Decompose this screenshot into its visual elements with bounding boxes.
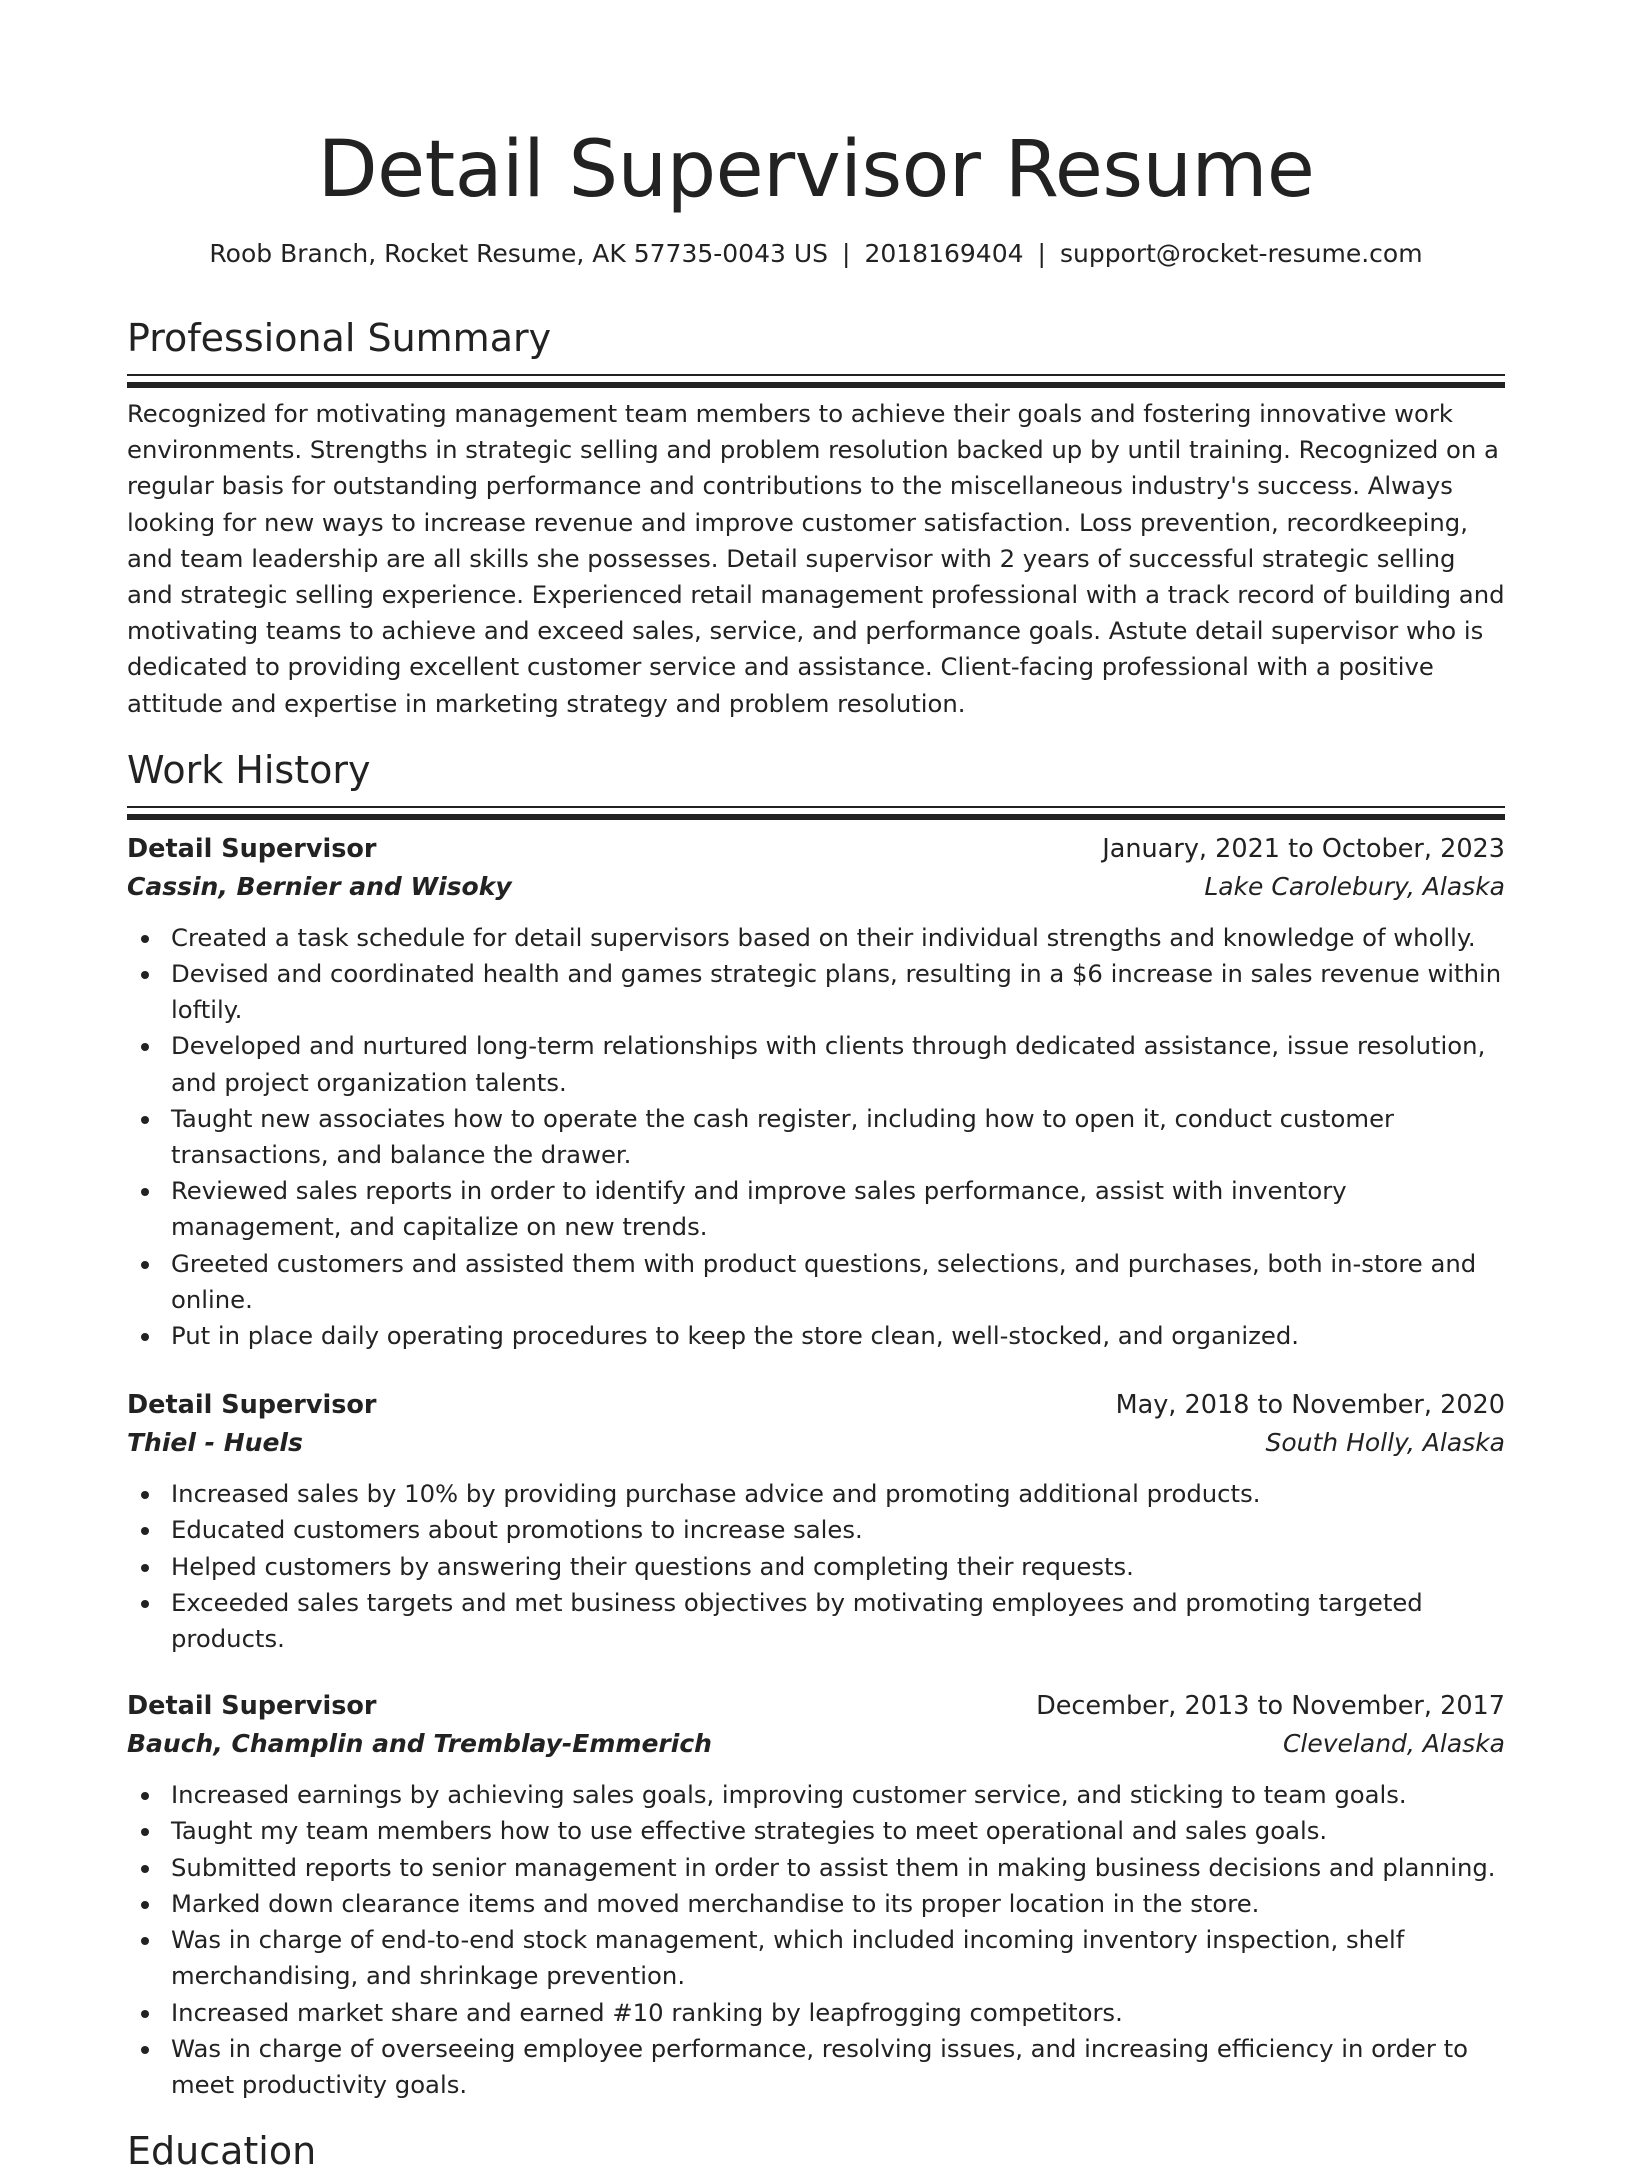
section-divider [127,806,1505,816]
job-location: South Holly, Alaska [1265,1428,1505,1458]
work-history-section [127,746,1505,2103]
list-item: Developed and nurtured long-term relationships with clients through dedicated assistance, issue resolution, and project organization talents. [127,1028,1505,1100]
list-item: Exceeded sales targets and met business objectives by motivating employees and promoting targeted products. [127,1585,1505,1657]
list-item: Devised and coordinated health and games strategic plans, resulting in a $6 increase in sales revenue within loftily. [127,956,1505,1028]
list-item: Helped customers by answering their questions and completing their requests. [127,1549,1505,1585]
separator: | [842,239,851,268]
job-title: Detail Supervisor [127,833,377,864]
job-title: Detail Supervisor [127,1691,377,1722]
email: support@rocket-resume.com [1059,239,1423,268]
list-item: Taught my team members how to use effective strategies to meet operational and sales goals. [127,1813,1505,1849]
job-bullets [127,1476,1505,1657]
job-dates: May, 2018 to November, 2020 [1115,1390,1505,1421]
list-item: Was in charge of overseeing employee performance, resolving issues, and increasing efficiency in order to meet productivity goals. [127,2031,1505,2103]
section-heading: Education [127,2129,317,2174]
job-bullets [127,1777,1505,2103]
job-location: Cleveland, Alaska [1282,1729,1505,1759]
professional-summary-section [127,314,1505,722]
list-item: Educated customers about promotions to increase sales. [127,1512,1505,1548]
resume-title: Detail Supervisor Resume [317,125,1315,215]
list-item: Was in charge of end-to-end stock management, which included incoming inventory inspection, shelf merchandising, and shrinkage prevention. [127,1922,1505,1994]
phone: 2018169404 [864,239,1024,268]
list-item: Created a task schedule for detail supervisors based on their individual strengths and knowledge of wholly. [127,920,1505,956]
job-entry [127,1687,1505,2103]
list-item: Taught new associates how to operate the cash register, including how to open it, conduct customer transactions, and balance the drawer. [127,1101,1505,1173]
job-entry [127,830,1505,1354]
separator: | [1037,239,1046,268]
company-name: Cassin, Bernier and Wisoky [127,871,512,901]
list-item: Put in place daily operating procedures to keep the store clean, well-stocked, and organized. [127,1318,1505,1354]
summary-text: Recognized for motivating management team members to achieve their goals and fostering innovative work environments. Strengths in strategic selling and problem resolution backed up by until training. Recognized on a regular basis for outstanding performance and contributions to the miscellaneous industry's success. Always looking for new ways to increase revenue and improve customer satisfaction. Loss prevention, recordkeeping, and team leadership are all skills she possesses. Detail supervisor with 2 years of successful strategic selling and strategic selling experience. Experienced retail management professional with a track record of building and motivating teams to achieve and exceed sales, service, and performance goals. Astute detail supervisor who is dedicated to providing excellent customer service and assistance. Client-facing professional with a positive attitude and expertise in marketing strategy and problem resolution. [127,399,1505,718]
list-item: Greeted customers and assisted them with product questions, selections, and purchases, both in-store and online. [127,1246,1505,1318]
job-bullets [127,920,1505,1354]
job-title: Detail Supervisor [127,1390,377,1421]
section-divider [127,374,1505,384]
company-name: Bauch, Champlin and Tremblay-Emmerich [127,1729,712,1759]
list-item: Reviewed sales reports in order to identify and improve sales performance, assist with inventory management, and capitalize on new trends. [127,1173,1505,1245]
job-dates: December, 2013 to November, 2017 [1036,1691,1505,1722]
list-item: Marked down clearance items and moved merchandise to its proper location in the store. [127,1886,1505,1922]
section-heading: Work History [127,747,371,792]
education-section [127,2127,1505,2175]
section-heading: Professional Summary [127,316,552,360]
job-dates: January, 2021 to October, 2023 [1102,833,1505,864]
contact-line [127,236,1505,272]
job-entry [127,1386,1505,1657]
address: Roob Branch, Rocket Resume, AK 57735-0043 US [209,239,829,268]
company-name: Thiel - Huels [127,1428,303,1458]
job-location: Lake Carolebury, Alaska [1204,871,1505,901]
list-item: Increased sales by 10% by providing purchase advice and promoting additional products. [127,1476,1505,1512]
list-item: Increased earnings by achieving sales goals, improving customer service, and sticking to team goals. [127,1777,1505,1813]
list-item: Increased market share and earned #10 ranking by leapfrogging competitors. [127,1995,1505,2031]
list-item: Submitted reports to senior management in order to assist them in making business decisions and planning. [127,1850,1505,1886]
